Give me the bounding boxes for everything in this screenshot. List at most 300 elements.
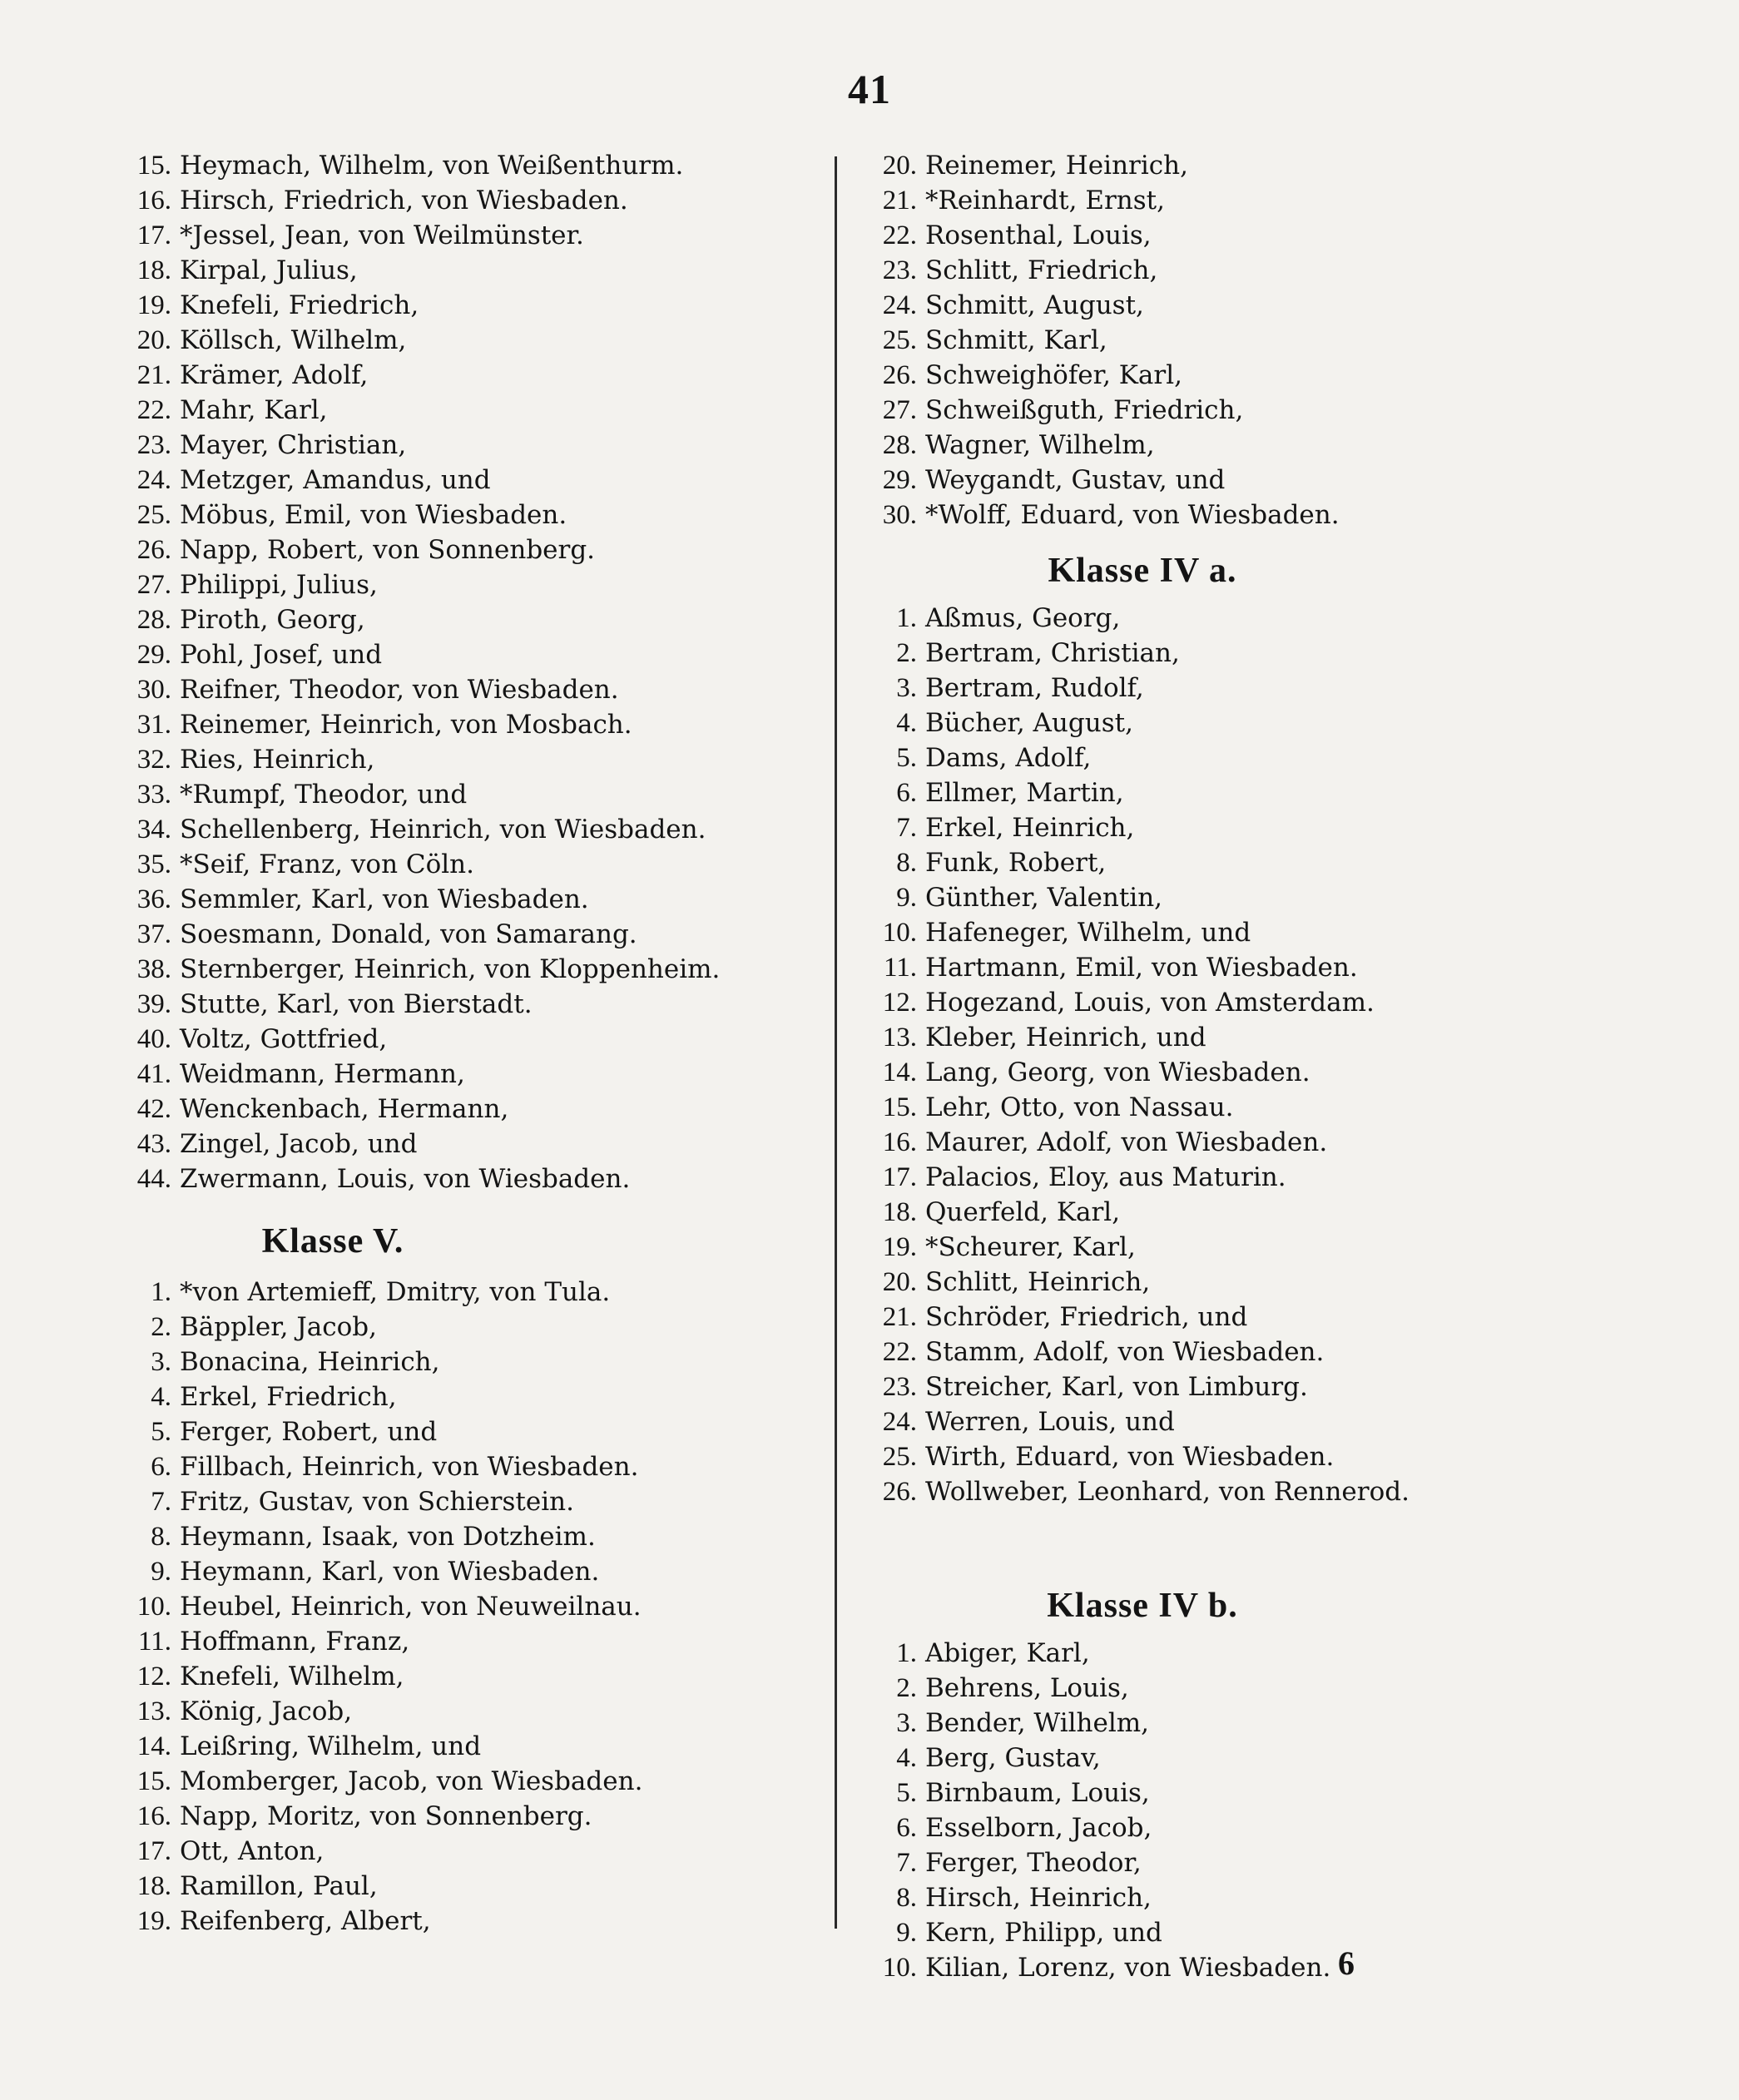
entry-name: Kleber, Heinrich, und	[925, 1023, 1206, 1052]
entry-name: Schlitt, Heinrich,	[925, 1267, 1151, 1297]
list-entry	[108, 637, 824, 672]
entry-number: 17.	[136, 220, 171, 250]
list-entry	[855, 1915, 1687, 1950]
entry-number: 30.	[882, 500, 917, 530]
entry-name: Bäppler, Jacob,	[180, 1312, 377, 1342]
entry-number: 5.	[896, 743, 917, 773]
list-entry	[855, 1195, 1687, 1230]
entry-number: 20.	[882, 1267, 917, 1297]
list-entry	[108, 253, 824, 288]
entry-number: 3.	[151, 1347, 171, 1377]
entry-number: 42.	[136, 1094, 171, 1124]
entry-number: 21.	[882, 1302, 917, 1332]
list-entry	[855, 775, 1687, 810]
entry-name: Bender, Wilhelm,	[925, 1708, 1150, 1738]
entry-name: *Wolff, Eduard, von Wiesbaden.	[925, 500, 1340, 530]
list-entry	[855, 1439, 1687, 1474]
entry-name: Heymann, Karl, von Wiesbaden.	[180, 1557, 600, 1587]
list-entry	[108, 567, 824, 602]
entry-name: Schlitt, Friedrich,	[925, 255, 1158, 285]
entry-number: 4.	[896, 1743, 917, 1773]
entry-name: Stutte, Karl, von Bierstadt.	[180, 989, 533, 1019]
list-entry	[855, 1880, 1687, 1915]
entry-number: 25.	[882, 325, 917, 355]
entry-number: 5.	[896, 1778, 917, 1808]
entry-number: 44.	[136, 1164, 171, 1194]
list-entry	[108, 148, 824, 183]
entry-name: Knefeli, Wilhelm,	[180, 1662, 404, 1691]
entry-name: Lang, Georg, von Wiesbaden.	[925, 1057, 1310, 1087]
entry-number: 10.	[136, 1592, 171, 1622]
entry-name: Abiger, Karl,	[925, 1638, 1090, 1668]
list-entry	[855, 845, 1687, 880]
entry-name: Reinemer, Heinrich, von Mosbach.	[180, 710, 632, 740]
entry-number: 2.	[151, 1312, 171, 1342]
entry-number: 19.	[882, 1232, 917, 1262]
entry-name: Zwermann, Louis, von Wiesbaden.	[180, 1164, 631, 1194]
list-entry	[855, 428, 1687, 463]
entry-name: *Rumpf, Theodor, und	[180, 780, 468, 810]
entry-name: Wenckenbach, Hermann,	[180, 1094, 509, 1124]
entry-number: 2.	[896, 638, 917, 668]
list-entry	[855, 1055, 1687, 1090]
entry-name: Wagner, Wilhelm,	[925, 430, 1155, 460]
entry-number: 36.	[136, 884, 171, 914]
list-entry	[108, 1275, 824, 1310]
entry-number: 24.	[136, 465, 171, 495]
entry-name: Bonacina, Heinrich,	[180, 1347, 440, 1377]
entry-name: Fillbach, Heinrich, von Wiesbaden.	[180, 1452, 639, 1482]
entry-number: 4.	[896, 708, 917, 738]
list-entry	[855, 880, 1687, 915]
entry-name: Streicher, Karl, von Limburg.	[925, 1372, 1308, 1402]
entry-name: Köllsch, Wilhelm,	[180, 325, 407, 355]
entry-number: 11.	[137, 1627, 171, 1657]
entry-number: 26.	[882, 1477, 917, 1507]
entry-name: Hogezand, Louis, von Amsterdam.	[925, 988, 1375, 1018]
right-list-c	[855, 1636, 1687, 1985]
list-entry	[108, 463, 824, 498]
list-entry	[108, 1764, 824, 1799]
entry-number: 28.	[882, 430, 917, 460]
list-entry	[108, 1345, 824, 1379]
entry-number: 18.	[136, 255, 171, 285]
entry-number: 1.	[151, 1277, 171, 1307]
entry-name: Mahr, Karl,	[180, 395, 328, 425]
entry-name: König, Jacob,	[180, 1696, 353, 1726]
list-entry	[108, 498, 824, 532]
entry-number: 21.	[882, 186, 917, 215]
list-entry	[855, 601, 1687, 636]
entry-name: Berg, Gustav,	[925, 1743, 1101, 1773]
list-entry	[855, 498, 1687, 532]
entry-number: 19.	[136, 1906, 171, 1936]
list-entry	[855, 740, 1687, 775]
list-entry	[855, 1671, 1687, 1706]
entry-number: 10.	[882, 918, 917, 948]
entry-number: 18.	[882, 1197, 917, 1227]
entry-name: Momberger, Jacob, von Wiesbaden.	[180, 1766, 643, 1796]
list-entry	[108, 882, 824, 917]
list-entry	[108, 812, 824, 847]
list-entry	[855, 1335, 1687, 1369]
entry-number: 33.	[136, 780, 171, 810]
signature-mark: 6	[1338, 1944, 1355, 1982]
entry-name: Behrens, Louis,	[925, 1673, 1129, 1703]
column-divider	[835, 156, 837, 1929]
list-entry	[855, 1741, 1687, 1776]
entry-name: Metzger, Amandus, und	[180, 465, 491, 495]
entry-name: Esselborn, Jacob,	[925, 1813, 1152, 1843]
list-entry	[108, 847, 824, 882]
list-entry	[108, 777, 824, 812]
entry-name: Piroth, Georg,	[180, 605, 365, 635]
entry-number: 8.	[151, 1522, 171, 1552]
list-entry	[855, 1020, 1687, 1055]
list-entry	[108, 1589, 824, 1624]
entry-number: 12.	[136, 1662, 171, 1691]
list-entry	[108, 602, 824, 637]
list-entry	[855, 950, 1687, 985]
entry-name: Erkel, Heinrich,	[925, 813, 1135, 843]
entry-name: Möbus, Emil, von Wiesbaden.	[180, 500, 567, 530]
entry-name: Stamm, Adolf, von Wiesbaden.	[925, 1337, 1325, 1367]
entry-name: Fritz, Gustav, von Schierstein.	[180, 1487, 574, 1517]
entry-name: Zingel, Jacob, und	[180, 1129, 418, 1159]
entry-number: 12.	[882, 988, 917, 1018]
entry-number: 29.	[136, 640, 171, 670]
entry-name: *Scheurer, Karl,	[925, 1232, 1136, 1262]
list-entry	[855, 1369, 1687, 1404]
entry-name: Pohl, Josef, und	[180, 640, 383, 670]
entry-name: Wollweber, Leonhard, von Rennerod.	[925, 1477, 1410, 1507]
list-entry	[108, 1022, 824, 1057]
list-entry	[108, 1869, 824, 1904]
entry-number: 20.	[882, 151, 917, 181]
list-entry	[855, 288, 1687, 323]
entry-name: Hirsch, Heinrich,	[925, 1883, 1152, 1913]
entry-name: Ries, Heinrich,	[180, 745, 375, 775]
entry-number: 24.	[882, 1407, 917, 1437]
list-entry	[855, 1706, 1687, 1741]
list-entry	[855, 358, 1687, 393]
entry-number: 11.	[883, 953, 917, 983]
entry-number: 43.	[136, 1129, 171, 1159]
entry-name: Knefeli, Friedrich,	[180, 290, 419, 320]
list-entry	[855, 915, 1687, 950]
entry-number: 41.	[136, 1059, 171, 1089]
left-column	[108, 148, 824, 1939]
list-entry	[855, 1265, 1687, 1300]
entry-number: 22.	[882, 1337, 917, 1367]
list-entry	[108, 952, 824, 987]
right-list-b	[855, 601, 1687, 1509]
entry-name: Napp, Moritz, von Sonnenberg.	[180, 1801, 592, 1831]
entry-name: Heymann, Isaak, von Dotzheim.	[180, 1522, 596, 1552]
entry-number: 6.	[896, 778, 917, 808]
entry-name: Schweighöfer, Karl,	[925, 360, 1183, 390]
entry-name: Ellmer, Martin,	[925, 778, 1124, 808]
entry-number: 23.	[882, 255, 917, 285]
entry-number: 16.	[136, 186, 171, 215]
entry-number: 26.	[136, 535, 171, 565]
entry-name: Querfeld, Karl,	[925, 1197, 1121, 1227]
entry-name: Kilian, Lorenz, von Wiesbaden.	[925, 1953, 1331, 1983]
entry-number: 28.	[136, 605, 171, 635]
entry-number: 6.	[896, 1813, 917, 1843]
entry-name: Werren, Louis, und	[925, 1407, 1175, 1437]
list-entry	[855, 253, 1687, 288]
entry-number: 22.	[882, 220, 917, 250]
list-entry	[108, 1414, 824, 1449]
entry-number: 16.	[136, 1801, 171, 1831]
entry-number: 7.	[151, 1487, 171, 1517]
entry-number: 20.	[136, 325, 171, 355]
entry-number: 24.	[882, 290, 917, 320]
entry-name: Wirth, Eduard, von Wiesbaden.	[925, 1442, 1335, 1472]
entry-name: Ferger, Robert, und	[180, 1417, 438, 1447]
entry-name: Schröder, Friedrich, und	[925, 1302, 1248, 1332]
list-entry	[108, 1799, 824, 1834]
entry-name: Soesmann, Donald, von Samarang.	[180, 919, 637, 949]
entry-number: 25.	[882, 1442, 917, 1472]
entry-number: 21.	[136, 360, 171, 390]
entry-number: 32.	[136, 745, 171, 775]
class-iva-heading: Klasse IV a.	[1048, 552, 1237, 590]
entry-number: 13.	[136, 1696, 171, 1726]
list-entry	[108, 1554, 824, 1589]
entry-name: Ramillon, Paul,	[180, 1871, 378, 1901]
entry-number: 15.	[136, 151, 171, 181]
entry-number: 9.	[151, 1557, 171, 1587]
entry-name: Günther, Valentin,	[925, 883, 1163, 913]
list-entry	[855, 1810, 1687, 1845]
entry-name: Erkel, Friedrich,	[180, 1382, 397, 1412]
entry-name: Bertram, Rudolf,	[925, 673, 1144, 703]
entry-number: 15.	[136, 1766, 171, 1796]
entry-number: 17.	[136, 1836, 171, 1866]
entry-name: Bertram, Christian,	[925, 638, 1180, 668]
entry-number: 6.	[151, 1452, 171, 1482]
list-entry	[855, 671, 1687, 706]
list-entry	[108, 1127, 824, 1161]
entry-number: 30.	[136, 675, 171, 705]
entry-name: Ott, Anton,	[180, 1836, 325, 1866]
list-entry	[108, 1624, 824, 1659]
entry-number: 18.	[136, 1871, 171, 1901]
entry-name: Rosenthal, Louis,	[925, 220, 1152, 250]
entry-number: 38.	[136, 954, 171, 984]
list-entry	[855, 1474, 1687, 1509]
list-entry	[108, 1694, 824, 1729]
list-entry	[108, 1379, 824, 1414]
list-entry	[855, 1404, 1687, 1439]
entry-number: 27.	[882, 395, 917, 425]
entry-number: 15.	[882, 1092, 917, 1122]
entry-number: 29.	[882, 465, 917, 495]
list-entry	[108, 1484, 824, 1519]
entry-number: 14.	[882, 1057, 917, 1087]
entry-number: 40.	[136, 1024, 171, 1054]
list-entry	[108, 323, 824, 358]
list-entry	[855, 1230, 1687, 1265]
entry-name: Lehr, Otto, von Nassau.	[925, 1092, 1234, 1122]
list-entry	[855, 636, 1687, 671]
entry-name: Dams, Adolf,	[925, 743, 1092, 773]
entry-name: Weidmann, Hermann,	[180, 1059, 465, 1089]
entry-number: 4.	[151, 1382, 171, 1412]
list-entry	[108, 183, 824, 218]
entry-number: 9.	[896, 1918, 917, 1948]
class-v-heading: Klasse V.	[261, 1222, 404, 1260]
entry-name: Reifenberg, Albert,	[180, 1906, 431, 1936]
list-entry	[855, 148, 1687, 183]
list-entry	[108, 1834, 824, 1869]
list-entry	[855, 323, 1687, 358]
entry-number: 23.	[136, 430, 171, 460]
list-entry	[855, 1090, 1687, 1125]
entry-name: Aßmus, Georg,	[925, 603, 1121, 633]
entry-number: 34.	[136, 815, 171, 844]
entry-name: *Jessel, Jean, von Weilmünster.	[180, 220, 584, 250]
list-entry	[855, 393, 1687, 428]
entry-name: *von Artemieff, Dmitry, von Tula.	[180, 1277, 611, 1307]
entry-number: 1.	[896, 603, 917, 633]
entry-number: 19.	[136, 290, 171, 320]
entry-name: Krämer, Adolf,	[180, 360, 369, 390]
entry-number: 1.	[896, 1638, 917, 1668]
entry-number: 7.	[896, 1848, 917, 1878]
entry-name: *Seif, Franz, von Cöln.	[180, 849, 475, 879]
list-entry	[108, 1092, 824, 1127]
list-entry	[855, 1125, 1687, 1160]
list-entry	[108, 742, 824, 777]
list-entry	[108, 1904, 824, 1939]
entry-number: 37.	[136, 919, 171, 949]
list-entry	[855, 1636, 1687, 1671]
list-entry	[108, 393, 824, 428]
entry-name: Schweißguth, Friedrich,	[925, 395, 1244, 425]
entry-name: Sternberger, Heinrich, von Kloppenheim.	[180, 954, 721, 984]
entry-number: 16.	[882, 1127, 917, 1157]
entry-name: Heubel, Heinrich, von Neuweilnau.	[180, 1592, 642, 1622]
list-entry	[108, 1519, 824, 1554]
list-entry	[855, 463, 1687, 498]
list-entry	[108, 707, 824, 742]
list-entry	[855, 706, 1687, 740]
left-list-a	[108, 148, 824, 1196]
entry-name: Hartmann, Emil, von Wiesbaden.	[925, 953, 1358, 983]
entry-number: 35.	[136, 849, 171, 879]
entry-number: 10.	[882, 1953, 917, 1983]
entry-number: 14.	[136, 1731, 171, 1761]
list-entry	[108, 917, 824, 952]
list-entry	[108, 532, 824, 567]
entry-name: Palacios, Eloy, aus Maturin.	[925, 1162, 1286, 1192]
entry-name: Weygandt, Gustav, und	[925, 465, 1226, 495]
list-entry	[855, 1160, 1687, 1195]
list-entry	[855, 1950, 1687, 1985]
left-list-b	[108, 1275, 824, 1939]
entry-number: 22.	[136, 395, 171, 425]
right-column	[855, 148, 1687, 1985]
entry-number: 39.	[136, 989, 171, 1019]
entry-name: Reinemer, Heinrich,	[925, 151, 1188, 181]
entry-name: Bücher, August,	[925, 708, 1133, 738]
entry-name: *Reinhardt, Ernst,	[925, 186, 1165, 215]
entry-number: 25.	[136, 500, 171, 530]
entry-number: 26.	[882, 360, 917, 390]
entry-number: 13.	[882, 1023, 917, 1052]
entry-name: Kirpal, Julius,	[180, 255, 358, 285]
list-entry	[108, 1310, 824, 1345]
right-list-a	[855, 148, 1687, 532]
list-entry	[108, 1449, 824, 1484]
entry-number: 23.	[882, 1372, 917, 1402]
list-entry	[108, 1057, 824, 1092]
entry-name: Hafeneger, Wilhelm, und	[925, 918, 1251, 948]
entry-name: Semmler, Karl, von Wiesbaden.	[180, 884, 589, 914]
entry-number: 5.	[151, 1417, 171, 1447]
list-entry	[108, 428, 824, 463]
list-entry	[855, 985, 1687, 1020]
list-entry	[855, 218, 1687, 253]
entry-number: 2.	[896, 1673, 917, 1703]
entry-number: 17.	[882, 1162, 917, 1192]
entry-name: Maurer, Adolf, von Wiesbaden.	[925, 1127, 1328, 1157]
entry-name: Ferger, Theodor,	[925, 1848, 1142, 1878]
entry-number: 27.	[136, 570, 171, 600]
entry-number: 8.	[896, 1883, 917, 1913]
entry-name: Voltz, Gottfried,	[180, 1024, 388, 1054]
list-entry	[108, 358, 824, 393]
entry-name: Napp, Robert, von Sonnenberg.	[180, 535, 596, 565]
entry-name: Reifner, Theodor, von Wiesbaden.	[180, 675, 619, 705]
entry-number: 3.	[896, 1708, 917, 1738]
entry-name: Leißring, Wilhelm, und	[180, 1731, 482, 1761]
entry-number: 9.	[896, 883, 917, 913]
entry-name: Hoffmann, Franz,	[180, 1627, 410, 1657]
list-entry	[108, 1659, 824, 1694]
entry-name: Mayer, Christian,	[180, 430, 407, 460]
entry-name: Schmitt, August,	[925, 290, 1144, 320]
list-entry	[108, 672, 824, 707]
entry-name: Philippi, Julius,	[180, 570, 378, 600]
entry-number: 3.	[896, 673, 917, 703]
entry-name: Heymach, Wilhelm, von Weißenthurm.	[180, 151, 684, 181]
list-entry	[108, 1729, 824, 1764]
list-entry	[108, 987, 824, 1022]
list-entry	[108, 1161, 824, 1196]
entry-name: Schellenberg, Heinrich, von Wiesbaden.	[180, 815, 706, 844]
entry-number: 31.	[136, 710, 171, 740]
entry-name: Birnbaum, Louis,	[925, 1778, 1150, 1808]
list-entry	[855, 1300, 1687, 1335]
entry-name: Schmitt, Karl,	[925, 325, 1107, 355]
entry-name: Hirsch, Friedrich, von Wiesbaden.	[180, 186, 628, 215]
entry-number: 8.	[896, 848, 917, 878]
list-entry	[855, 183, 1687, 218]
entry-name: Funk, Robert,	[925, 848, 1107, 878]
entry-name: Kern, Philipp, und	[925, 1918, 1162, 1948]
list-entry	[108, 288, 824, 323]
list-entry	[855, 810, 1687, 845]
list-entry	[855, 1845, 1687, 1880]
page-number: 41	[848, 66, 891, 112]
list-entry	[855, 1776, 1687, 1810]
entry-number: 7.	[896, 813, 917, 843]
class-ivb-heading: Klasse IV b.	[1047, 1587, 1238, 1625]
